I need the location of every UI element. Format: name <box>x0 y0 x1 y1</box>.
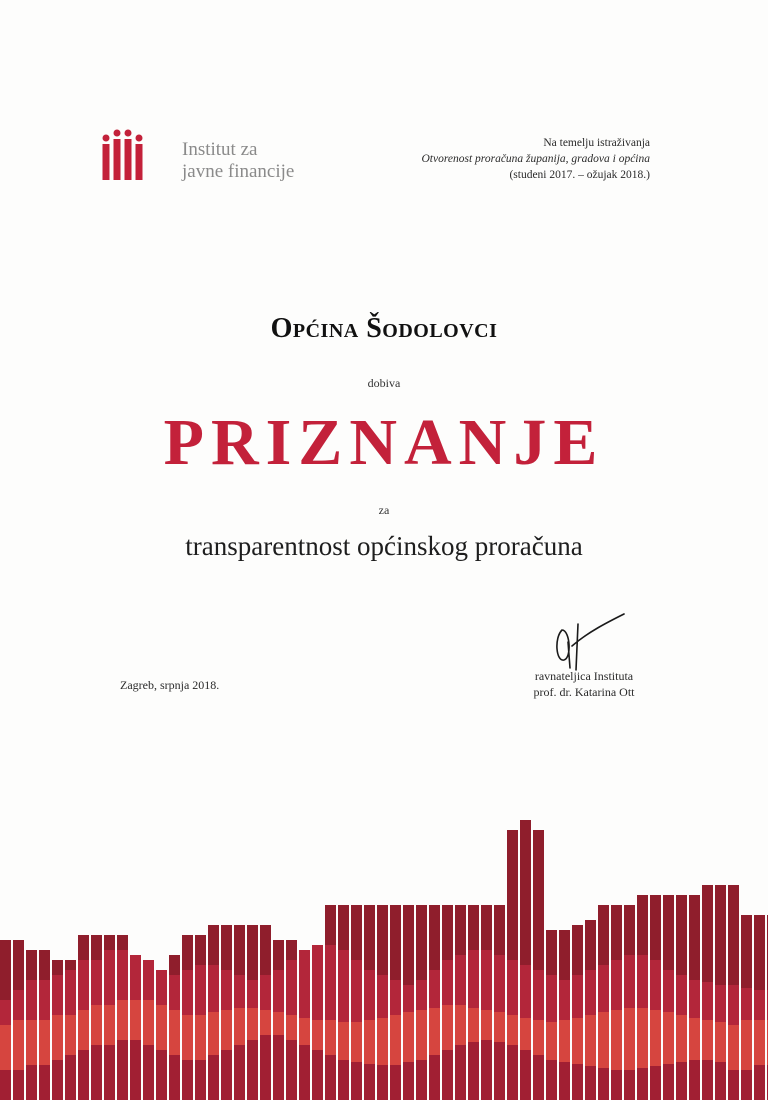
skyline-bar <box>611 1070 622 1100</box>
skyline-bar <box>351 1062 362 1100</box>
skyline-bar <box>546 1060 557 1100</box>
skyline-bar <box>624 1070 635 1100</box>
skyline-bar <box>247 1040 258 1100</box>
skyline-bar <box>13 1070 24 1100</box>
research-period: (studeni 2017. – ožujak 2018.) <box>509 169 650 181</box>
receives-label: dobiva <box>367 376 401 390</box>
skyline-bar <box>689 1060 700 1100</box>
skyline-bar <box>754 1065 765 1100</box>
skyline-bar <box>234 1045 245 1100</box>
skyline-bar <box>429 1055 440 1100</box>
skyline-bar <box>637 1068 648 1100</box>
skyline-bar <box>598 1068 609 1100</box>
skyline-bar <box>468 1042 479 1100</box>
research-title: Otvorenost proračuna županija, gradova i općina <box>421 153 650 165</box>
skyline-bar <box>65 1055 76 1100</box>
skyline-bar <box>286 1040 297 1100</box>
skyline-bar <box>104 1045 115 1100</box>
institute-name-line2: javne financije <box>182 161 295 182</box>
skyline-bar <box>494 1042 505 1100</box>
skyline-bar <box>741 1070 752 1100</box>
director-name: prof. dr. Katarina Ott <box>533 685 635 699</box>
skyline-bar <box>715 1062 726 1100</box>
institute-name-line1: Institut za <box>182 139 258 160</box>
skyline-bar <box>26 1065 37 1100</box>
institute-name <box>182 139 294 183</box>
skyline-bar <box>0 1070 11 1100</box>
skyline-bar <box>221 1050 232 1100</box>
director-title: ravnateljica Instituta <box>534 669 634 683</box>
skyline-bar <box>169 1055 180 1100</box>
decorative-skyline-bars <box>0 810 768 1100</box>
skyline-bar <box>143 1045 154 1100</box>
skyline-bar <box>273 1035 284 1100</box>
skyline-bar <box>299 1045 310 1100</box>
skyline-bar <box>663 1064 674 1100</box>
skyline-bar <box>312 1050 323 1100</box>
skyline-bar <box>520 1050 531 1100</box>
skyline-bar <box>507 1045 518 1100</box>
skyline-bar <box>533 1055 544 1100</box>
award-title: PRIZNANJE <box>163 406 605 479</box>
skyline-bar <box>390 1065 401 1100</box>
skyline-bar <box>728 1070 739 1100</box>
skyline-bar <box>195 1060 206 1100</box>
skyline-bar <box>702 1060 713 1100</box>
skyline-bar <box>455 1045 466 1100</box>
director-block <box>522 668 646 700</box>
skyline-bar <box>572 1064 583 1100</box>
skyline-bar <box>130 1040 141 1100</box>
place-and-date: Zagreb, srpnja 2018. <box>120 678 220 692</box>
skyline-bar <box>117 1040 128 1100</box>
skyline-bar <box>403 1062 414 1100</box>
research-line1: Na temelju istraživanja <box>543 137 650 149</box>
skyline-bar <box>39 1065 50 1100</box>
skyline-bar <box>208 1055 219 1100</box>
skyline-bar <box>481 1040 492 1100</box>
skyline-bar <box>338 1060 349 1100</box>
skyline-bar <box>156 1050 167 1100</box>
skyline-bar <box>182 1060 193 1100</box>
for-label: za <box>378 503 390 517</box>
skyline-bar <box>585 1066 596 1100</box>
skyline-bar <box>52 1060 63 1100</box>
skyline-bar <box>650 1066 661 1100</box>
skyline-bar <box>364 1064 375 1100</box>
award-reason: transparentnost općinskog proračuna <box>185 531 583 561</box>
skyline-bar <box>676 1062 687 1100</box>
skyline-bar <box>559 1062 570 1100</box>
institute-logo-icon <box>100 128 146 180</box>
research-note <box>422 135 651 183</box>
skyline-bar <box>377 1065 388 1100</box>
recipient-name: Općina Šodolovci <box>270 313 498 344</box>
skyline-bar <box>91 1045 102 1100</box>
skyline-bar <box>416 1060 427 1100</box>
director-signature <box>548 612 628 672</box>
skyline-bar <box>78 1050 89 1100</box>
skyline-bar <box>260 1035 271 1100</box>
skyline-bar <box>442 1050 453 1100</box>
skyline-bar <box>325 1055 336 1100</box>
